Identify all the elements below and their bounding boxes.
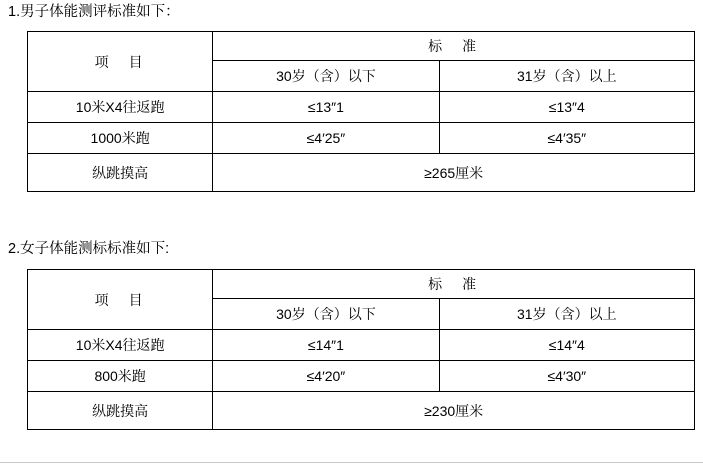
item-label-vertical-jump-women: 纵跳摸高 xyxy=(28,392,213,430)
women-standards-table xyxy=(27,269,695,430)
value-distance-run-over31-women: ≤4′30″ xyxy=(439,361,694,392)
table-row xyxy=(28,392,695,430)
value-distance-run-under30-men: ≤4′25″ xyxy=(213,123,439,154)
header-item-men: 项 目 xyxy=(28,32,213,92)
page-bottom-divider xyxy=(0,462,703,463)
header-age-over31-women: 31岁（含）以上 xyxy=(439,299,694,330)
item-label-distance-run-men: 1000米跑 xyxy=(28,123,213,154)
value-shuttle-run-over31-women: ≤14″4 xyxy=(439,330,694,361)
value-distance-run-under30-women: ≤4′20″ xyxy=(213,361,439,392)
item-label-vertical-jump-men: 纵跳摸高 xyxy=(28,154,213,192)
table-row xyxy=(28,32,695,61)
header-standard-women: 标 准 xyxy=(213,270,695,299)
table-row xyxy=(28,270,695,299)
section-heading-women: 2.女子体能测标标准如下: xyxy=(8,241,170,257)
table-row xyxy=(28,92,695,123)
value-shuttle-run-under30-men: ≤13″1 xyxy=(213,92,439,123)
header-item-women: 项 目 xyxy=(28,270,213,330)
header-age-over31-men: 31岁（含）以上 xyxy=(439,61,694,92)
men-standards-table xyxy=(27,31,695,192)
item-label-distance-run-women: 800米跑 xyxy=(28,361,213,392)
item-label-shuttle-run-women: 10米X4往返跑 xyxy=(28,330,213,361)
table-row xyxy=(28,123,695,154)
header-age-under30-men: 30岁（含）以下 xyxy=(213,61,439,92)
value-vertical-jump-men: ≥265厘米 xyxy=(213,154,695,192)
value-shuttle-run-under30-women: ≤14″1 xyxy=(213,330,439,361)
section-heading-men: 1.男子体能测评标准如下： xyxy=(8,4,180,20)
value-vertical-jump-women: ≥230厘米 xyxy=(213,392,695,430)
item-label-shuttle-run-men: 10米X4往返跑 xyxy=(28,92,213,123)
value-distance-run-over31-men: ≤4′35″ xyxy=(439,123,694,154)
table-row xyxy=(28,330,695,361)
table-row xyxy=(28,361,695,392)
header-age-under30-women: 30岁（含）以下 xyxy=(213,299,439,330)
header-standard-men: 标 准 xyxy=(213,32,695,61)
value-shuttle-run-over31-men: ≤13″4 xyxy=(439,92,694,123)
table-row xyxy=(28,154,695,192)
